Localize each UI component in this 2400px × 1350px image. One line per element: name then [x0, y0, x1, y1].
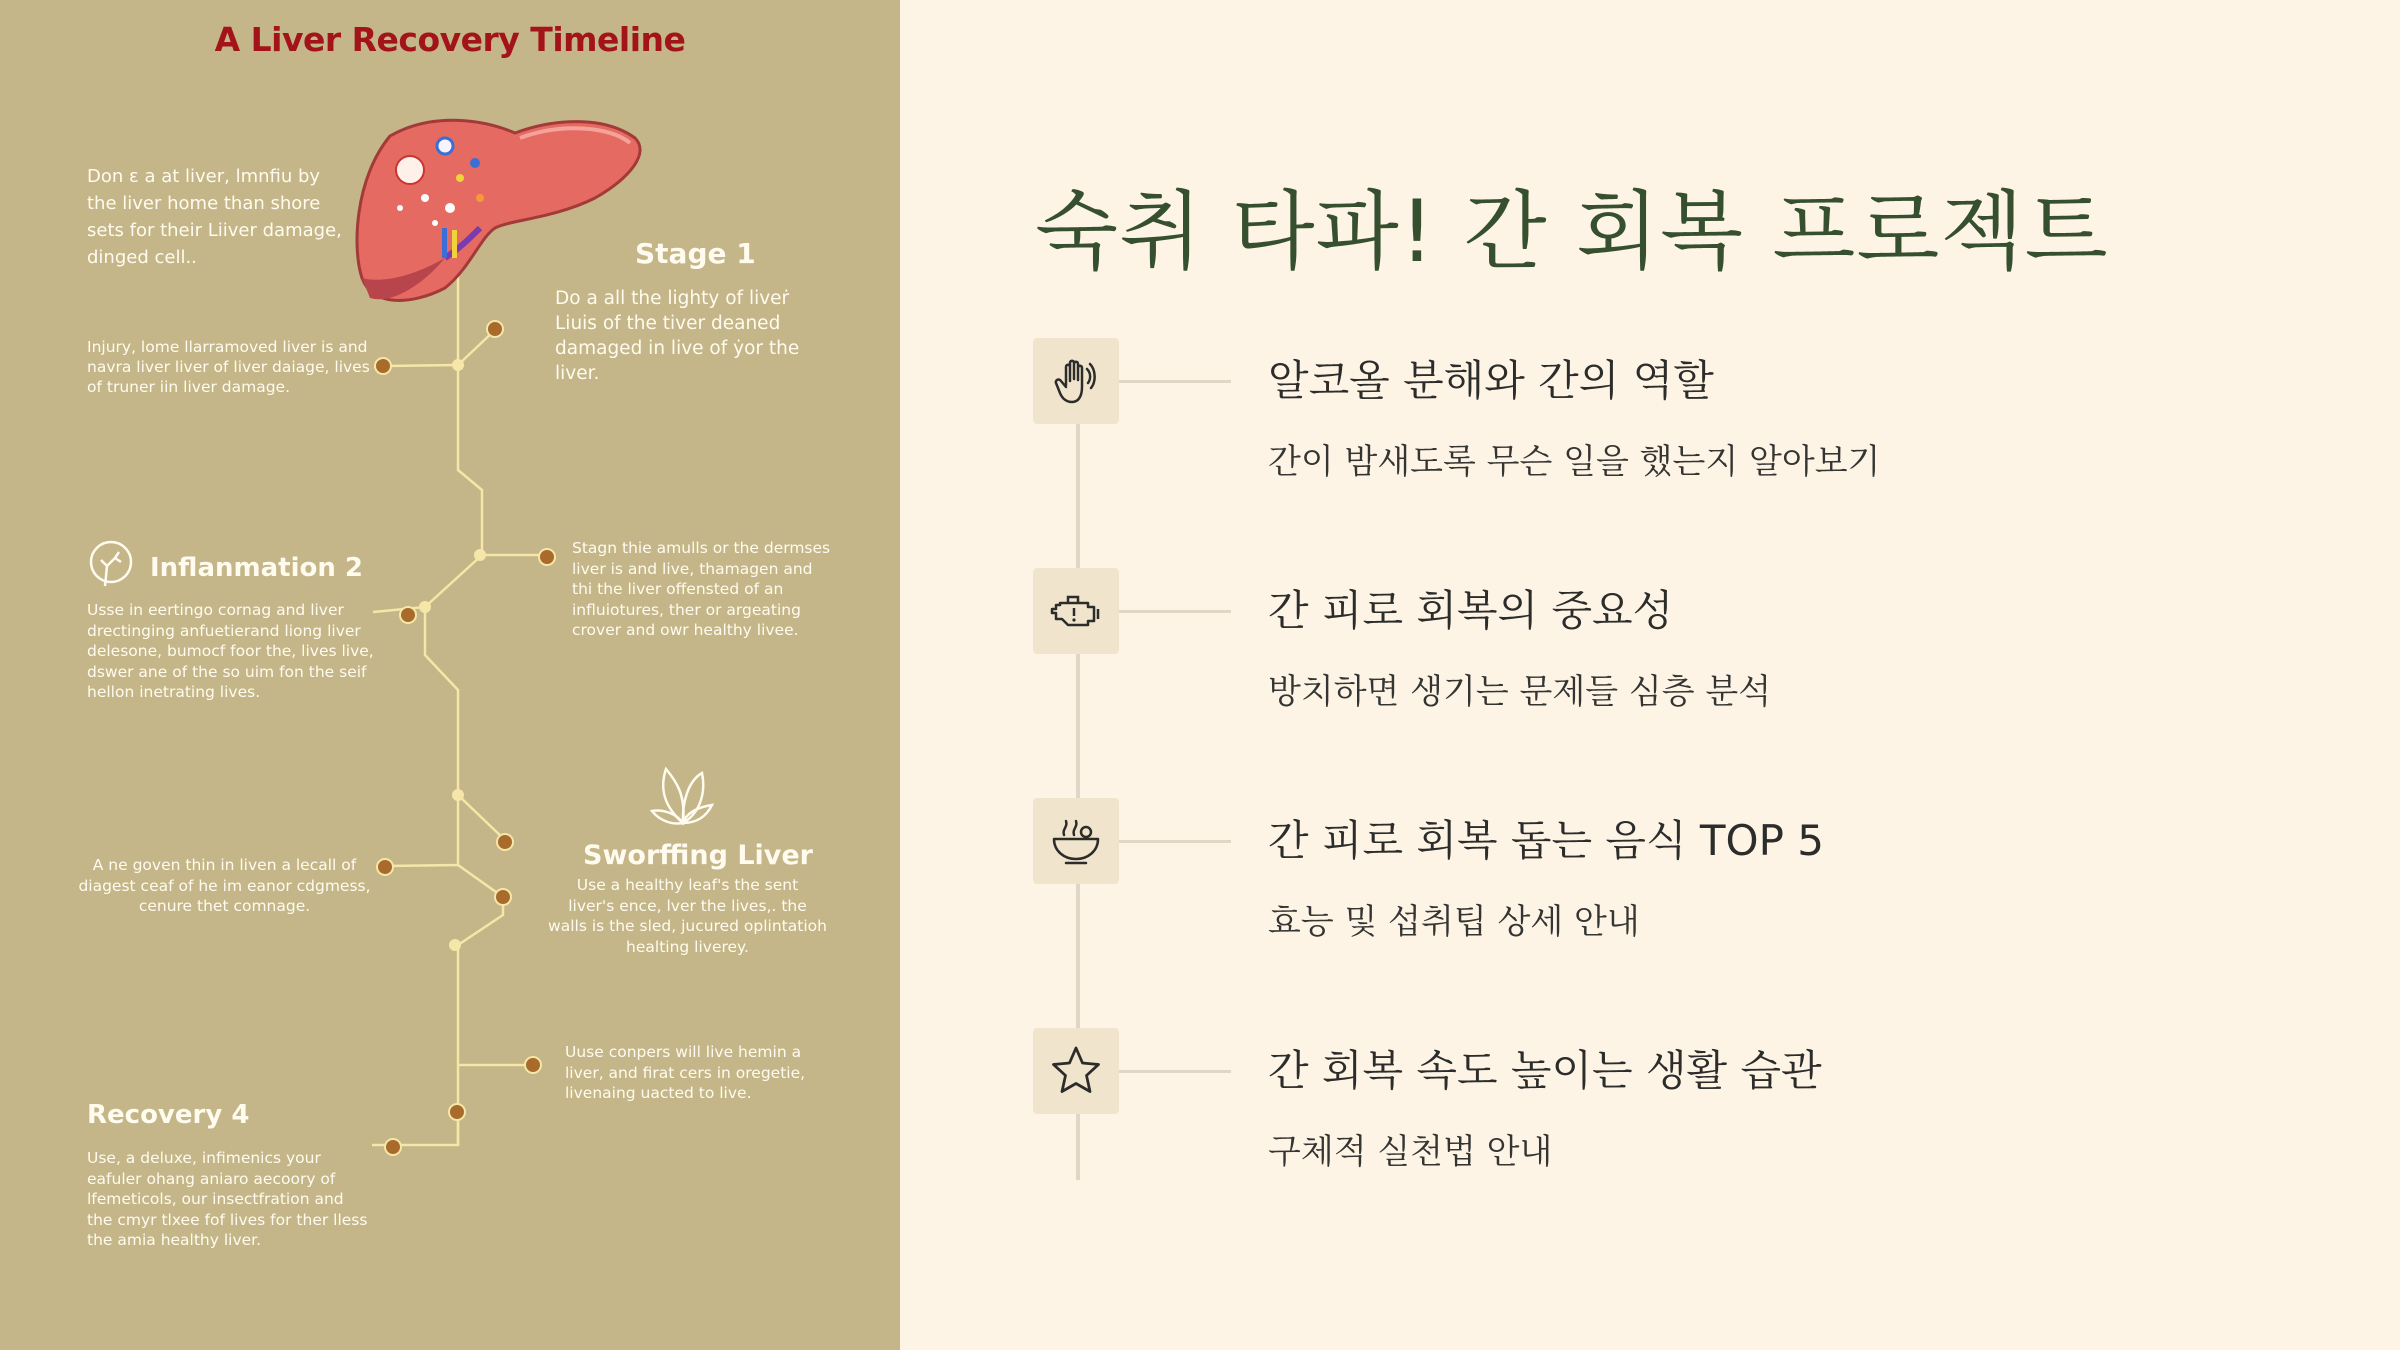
recovery-text: Use, a deluxe, infimenics your eafuler ohang aniaro aecoory of lfemeticols, our insectfration and the cmyr tlxee fof lives for ther lless the amia healthy liver.	[87, 1149, 368, 1249]
agenda-item-title: 간 피로 회복의 중요성	[1268, 586, 1674, 635]
hand-icon	[1050, 355, 1102, 407]
mid-left-text: A ne goven thin in liven a lecall of diagest ceaf of he im eanor cdgmess, cenure thet comnage.	[78, 856, 371, 915]
leaf-icon	[648, 755, 718, 827]
agenda-item-4[interactable]	[1033, 1028, 2333, 1172]
agenda-item-title: 간 회복 속도 높이는 생활 습관	[1268, 1046, 1822, 1095]
liver-illustration	[350, 108, 650, 308]
icon-box	[1033, 1028, 1119, 1114]
stage-2-text: Stagn thie amulls or the dermses liver is and live, thamagen and thi the liver offensted of an influiotures, ther or argeating crover and owr healthy livee.	[572, 539, 831, 639]
liver-infographic	[0, 0, 900, 1350]
stage-1-text: Do a all the lighty of liveṙ Liuis of the tiver deaned damaged in live of ẏor the liver.	[555, 288, 800, 384]
inflammation-icon	[87, 540, 135, 590]
agenda-item-1[interactable]	[1033, 338, 2333, 482]
agenda-item-title: 알코올 분해와 간의 역할	[1268, 356, 1714, 405]
inflammation-text: Usse in eertingo cornag and liver drectinging anfuetierand liong liver delesone, bumocf foor the, lives live, dswer ane of the so uim fon the seif hellon inetrating lives.	[87, 601, 374, 701]
icon-box	[1033, 338, 1119, 424]
stage-1-label: Stage 1	[635, 237, 756, 270]
agenda-item-title: 간 피로 회복 돕는 음식 TOP 5	[1268, 816, 1825, 865]
connector-line	[1119, 610, 1231, 613]
bowl-icon	[1048, 815, 1104, 867]
connector-line	[1119, 380, 1231, 383]
slide-panel	[900, 0, 2400, 1350]
star-icon	[1048, 1043, 1104, 1099]
engine-warning-icon	[1048, 591, 1104, 631]
sworffing-text: Use a healthy leaf's the sent liver's ence, lver the lives,. the walls is the sled, jucured oplintatioh healting liverey.	[548, 876, 827, 956]
icon-box	[1033, 798, 1119, 884]
agenda-item-subtitle: 방치하면 생기는 문제들 심층 분석	[1268, 672, 1772, 712]
injury-text: Injury, lome llarramoved liver is and navra liver liver of liver daiage, lives of truner iin liver damage.	[87, 338, 370, 396]
recovery-label: Recovery 4	[87, 1100, 250, 1130]
connector-line	[1119, 840, 1231, 843]
agenda-item-3[interactable]	[1033, 798, 2333, 942]
connector-line	[1119, 1070, 1231, 1073]
lower-right-text: Uuse conpers will live hemin a liver, and firat cers in oregetie, livenaing uacted to live.	[565, 1043, 806, 1102]
inflammation-label: Inflanmation 2	[150, 553, 364, 583]
icon-box	[1033, 568, 1119, 654]
agenda-item-2[interactable]	[1033, 568, 2333, 712]
sworffing-label: Sworffing Liver	[583, 840, 814, 871]
agenda-item-subtitle: 간이 밤새도록 무슨 일을 했는지 알아보기	[1268, 442, 1881, 482]
slide-title: 숙취 타파! 간 회복 프로젝트	[1035, 182, 2109, 282]
agenda-item-subtitle: 효능 및 섭취팁 상세 안내	[1268, 902, 1640, 942]
agenda-item-subtitle: 구체적 실천법 안내	[1268, 1132, 1553, 1172]
intro-text: Don ε a at liver, lmnfiu by the liver home than shore sets for their Liiver damage, dinged cell..	[87, 166, 342, 268]
infographic-title: A Liver Recovery Timeline	[214, 20, 686, 59]
